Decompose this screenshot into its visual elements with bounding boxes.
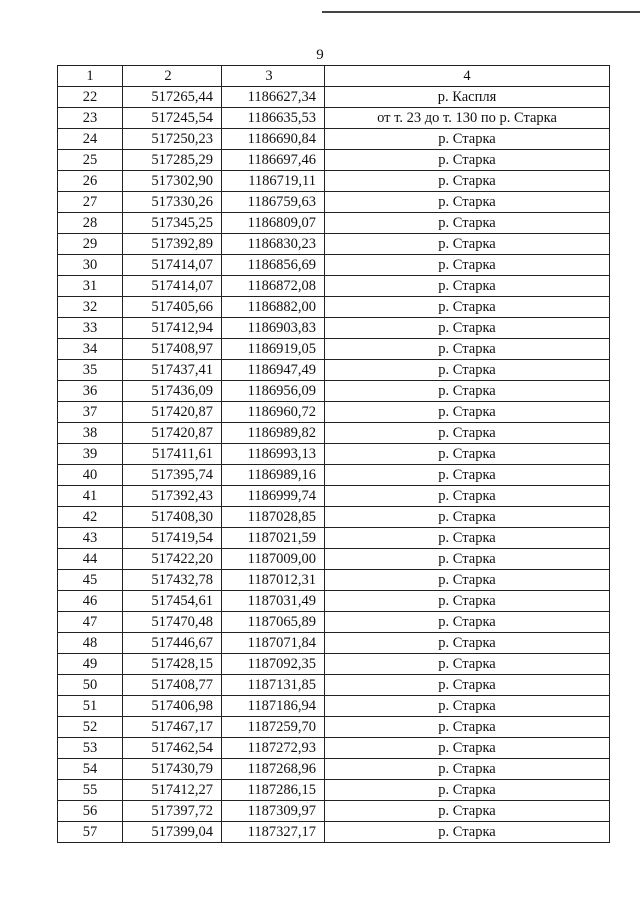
point-number-cell: 38	[58, 423, 123, 444]
y-coordinate-cell: 1186960,72	[222, 402, 325, 423]
y-coordinate-cell: 1187009,00	[222, 549, 325, 570]
x-coordinate-cell: 517470,48	[123, 612, 222, 633]
table-row	[58, 675, 610, 696]
y-coordinate-cell: 1186989,16	[222, 465, 325, 486]
point-number-cell: 34	[58, 339, 123, 360]
table-row	[58, 108, 610, 129]
description-cell: р. Старка	[325, 549, 610, 570]
point-number-cell: 47	[58, 612, 123, 633]
y-coordinate-cell: 1186635,53	[222, 108, 325, 129]
y-coordinate-cell: 1187028,85	[222, 507, 325, 528]
x-coordinate-cell: 517414,07	[123, 276, 222, 297]
x-coordinate-cell: 517430,79	[123, 759, 222, 780]
x-coordinate-cell: 517436,09	[123, 381, 222, 402]
description-cell: р. Старка	[325, 717, 610, 738]
description-cell: р. Старка	[325, 129, 610, 150]
point-number-cell: 54	[58, 759, 123, 780]
description-cell: р. Старка	[325, 507, 610, 528]
description-cell: р. Старка	[325, 528, 610, 549]
x-coordinate-cell: 517422,20	[123, 549, 222, 570]
y-coordinate-cell: 1186999,74	[222, 486, 325, 507]
point-number-cell: 49	[58, 654, 123, 675]
x-coordinate-cell: 517399,04	[123, 822, 222, 843]
header-col-2: 2	[123, 66, 222, 87]
point-number-cell: 37	[58, 402, 123, 423]
y-coordinate-cell: 1186872,08	[222, 276, 325, 297]
table-body	[58, 87, 610, 843]
table-row	[58, 633, 610, 654]
table-row	[58, 801, 610, 822]
description-cell: р. Старка	[325, 675, 610, 696]
coordinates-table	[57, 65, 610, 843]
description-cell: р. Старка	[325, 423, 610, 444]
x-coordinate-cell: 517420,87	[123, 423, 222, 444]
table-row	[58, 423, 610, 444]
y-coordinate-cell: 1187012,31	[222, 570, 325, 591]
table-row	[58, 465, 610, 486]
point-number-cell: 39	[58, 444, 123, 465]
point-number-cell: 22	[58, 87, 123, 108]
description-cell: р. Старка	[325, 234, 610, 255]
y-coordinate-cell: 1186856,69	[222, 255, 325, 276]
description-cell: р. Старка	[325, 150, 610, 171]
page-number: 9	[316, 47, 324, 63]
table-row	[58, 570, 610, 591]
description-cell: р. Старка	[325, 318, 610, 339]
description-cell: р. Старка	[325, 738, 610, 759]
y-coordinate-cell: 1186690,84	[222, 129, 325, 150]
point-number-cell: 52	[58, 717, 123, 738]
table-row	[58, 150, 610, 171]
y-coordinate-cell: 1187186,94	[222, 696, 325, 717]
point-number-cell: 35	[58, 360, 123, 381]
description-cell: р. Старка	[325, 381, 610, 402]
y-coordinate-cell: 1187286,15	[222, 780, 325, 801]
header-col-1: 1	[58, 66, 123, 87]
table-row	[58, 339, 610, 360]
y-coordinate-cell: 1187092,35	[222, 654, 325, 675]
y-coordinate-cell: 1186989,82	[222, 423, 325, 444]
x-coordinate-cell: 517406,98	[123, 696, 222, 717]
point-number-cell: 28	[58, 213, 123, 234]
y-coordinate-cell: 1186809,07	[222, 213, 325, 234]
x-coordinate-cell: 517414,07	[123, 255, 222, 276]
y-coordinate-cell: 1187309,97	[222, 801, 325, 822]
description-cell: р. Старка	[325, 654, 610, 675]
description-cell: р. Старка	[325, 696, 610, 717]
description-cell: р. Каспля	[325, 87, 610, 108]
table-row	[58, 780, 610, 801]
description-cell: р. Старка	[325, 339, 610, 360]
description-cell: р. Старка	[325, 444, 610, 465]
table-row	[58, 507, 610, 528]
table-row	[58, 528, 610, 549]
point-number-cell: 30	[58, 255, 123, 276]
x-coordinate-cell: 517330,26	[123, 192, 222, 213]
x-coordinate-cell: 517446,67	[123, 633, 222, 654]
y-coordinate-cell: 1186993,13	[222, 444, 325, 465]
x-coordinate-cell: 517437,41	[123, 360, 222, 381]
top-rule	[322, 11, 640, 13]
point-number-cell: 26	[58, 171, 123, 192]
table-row	[58, 591, 610, 612]
point-number-cell: 32	[58, 297, 123, 318]
table-row	[58, 360, 610, 381]
x-coordinate-cell: 517408,97	[123, 339, 222, 360]
table-row	[58, 738, 610, 759]
point-number-cell: 46	[58, 591, 123, 612]
description-cell: р. Старка	[325, 801, 610, 822]
y-coordinate-cell: 1187272,93	[222, 738, 325, 759]
table-row	[58, 759, 610, 780]
point-number-cell: 50	[58, 675, 123, 696]
point-number-cell: 33	[58, 318, 123, 339]
x-coordinate-cell: 517392,89	[123, 234, 222, 255]
x-coordinate-cell: 517250,23	[123, 129, 222, 150]
y-coordinate-cell: 1186719,11	[222, 171, 325, 192]
x-coordinate-cell: 517397,72	[123, 801, 222, 822]
x-coordinate-cell: 517395,74	[123, 465, 222, 486]
x-coordinate-cell: 517408,30	[123, 507, 222, 528]
table-row	[58, 87, 610, 108]
x-coordinate-cell: 517428,15	[123, 654, 222, 675]
y-coordinate-cell: 1186882,00	[222, 297, 325, 318]
table-row	[58, 234, 610, 255]
y-coordinate-cell: 1187268,96	[222, 759, 325, 780]
description-cell: р. Старка	[325, 402, 610, 423]
description-cell: р. Старка	[325, 759, 610, 780]
x-coordinate-cell: 517265,44	[123, 87, 222, 108]
point-number-cell: 41	[58, 486, 123, 507]
point-number-cell: 48	[58, 633, 123, 654]
description-cell: р. Старка	[325, 276, 610, 297]
description-cell: р. Старка	[325, 780, 610, 801]
x-coordinate-cell: 517420,87	[123, 402, 222, 423]
table-row	[58, 402, 610, 423]
point-number-cell: 36	[58, 381, 123, 402]
table-row	[58, 549, 610, 570]
x-coordinate-cell: 517467,17	[123, 717, 222, 738]
table-row	[58, 654, 610, 675]
table-row	[58, 444, 610, 465]
y-coordinate-cell: 1186947,49	[222, 360, 325, 381]
description-cell: р. Старка	[325, 360, 610, 381]
y-coordinate-cell: 1186627,34	[222, 87, 325, 108]
header-row	[58, 66, 610, 87]
point-number-cell: 27	[58, 192, 123, 213]
description-cell: р. Старка	[325, 171, 610, 192]
x-coordinate-cell: 517411,61	[123, 444, 222, 465]
x-coordinate-cell: 517408,77	[123, 675, 222, 696]
point-number-cell: 53	[58, 738, 123, 759]
table-row	[58, 381, 610, 402]
table-row	[58, 717, 610, 738]
point-number-cell: 31	[58, 276, 123, 297]
table-row	[58, 612, 610, 633]
point-number-cell: 40	[58, 465, 123, 486]
y-coordinate-cell: 1187071,84	[222, 633, 325, 654]
x-coordinate-cell: 517412,94	[123, 318, 222, 339]
point-number-cell: 42	[58, 507, 123, 528]
x-coordinate-cell: 517412,27	[123, 780, 222, 801]
table-row	[58, 297, 610, 318]
y-coordinate-cell: 1187327,17	[222, 822, 325, 843]
x-coordinate-cell: 517432,78	[123, 570, 222, 591]
y-coordinate-cell: 1186956,09	[222, 381, 325, 402]
description-cell: р. Старка	[325, 612, 610, 633]
y-coordinate-cell: 1186919,05	[222, 339, 325, 360]
point-number-cell: 51	[58, 696, 123, 717]
description-cell: р. Старка	[325, 297, 610, 318]
x-coordinate-cell: 517345,25	[123, 213, 222, 234]
y-coordinate-cell: 1186697,46	[222, 150, 325, 171]
x-coordinate-cell: 517285,29	[123, 150, 222, 171]
table-row	[58, 171, 610, 192]
header-col-3: 3	[222, 66, 325, 87]
point-number-cell: 55	[58, 780, 123, 801]
y-coordinate-cell: 1186759,63	[222, 192, 325, 213]
x-coordinate-cell: 517405,66	[123, 297, 222, 318]
y-coordinate-cell: 1186830,23	[222, 234, 325, 255]
table-row	[58, 129, 610, 150]
point-number-cell: 25	[58, 150, 123, 171]
description-cell: р. Старка	[325, 192, 610, 213]
table-row	[58, 192, 610, 213]
x-coordinate-cell: 517462,54	[123, 738, 222, 759]
description-cell: р. Старка	[325, 465, 610, 486]
y-coordinate-cell: 1187065,89	[222, 612, 325, 633]
table-row	[58, 213, 610, 234]
table-row	[58, 318, 610, 339]
point-number-cell: 45	[58, 570, 123, 591]
table-row	[58, 486, 610, 507]
point-number-cell: 56	[58, 801, 123, 822]
description-cell: р. Старка	[325, 591, 610, 612]
y-coordinate-cell: 1187031,49	[222, 591, 325, 612]
description-cell: р. Старка	[325, 570, 610, 591]
x-coordinate-cell: 517454,61	[123, 591, 222, 612]
description-cell: р. Старка	[325, 486, 610, 507]
description-cell: р. Старка	[325, 822, 610, 843]
table-row	[58, 276, 610, 297]
point-number-cell: 43	[58, 528, 123, 549]
table-row	[58, 696, 610, 717]
y-coordinate-cell: 1187021,59	[222, 528, 325, 549]
description-cell: р. Старка	[325, 633, 610, 654]
y-coordinate-cell: 1187131,85	[222, 675, 325, 696]
point-number-cell: 29	[58, 234, 123, 255]
y-coordinate-cell: 1187259,70	[222, 717, 325, 738]
x-coordinate-cell: 517419,54	[123, 528, 222, 549]
x-coordinate-cell: 517245,54	[123, 108, 222, 129]
description-cell: р. Старка	[325, 255, 610, 276]
x-coordinate-cell: 517392,43	[123, 486, 222, 507]
x-coordinate-cell: 517302,90	[123, 171, 222, 192]
point-number-cell: 44	[58, 549, 123, 570]
description-cell: р. Старка	[325, 213, 610, 234]
header-col-4: 4	[325, 66, 610, 87]
point-number-cell: 23	[58, 108, 123, 129]
point-number-cell: 24	[58, 129, 123, 150]
point-number-cell: 57	[58, 822, 123, 843]
y-coordinate-cell: 1186903,83	[222, 318, 325, 339]
table-row	[58, 822, 610, 843]
table-header	[58, 66, 610, 87]
table-row	[58, 255, 610, 276]
description-cell: от т. 23 до т. 130 по р. Старка	[325, 108, 610, 129]
